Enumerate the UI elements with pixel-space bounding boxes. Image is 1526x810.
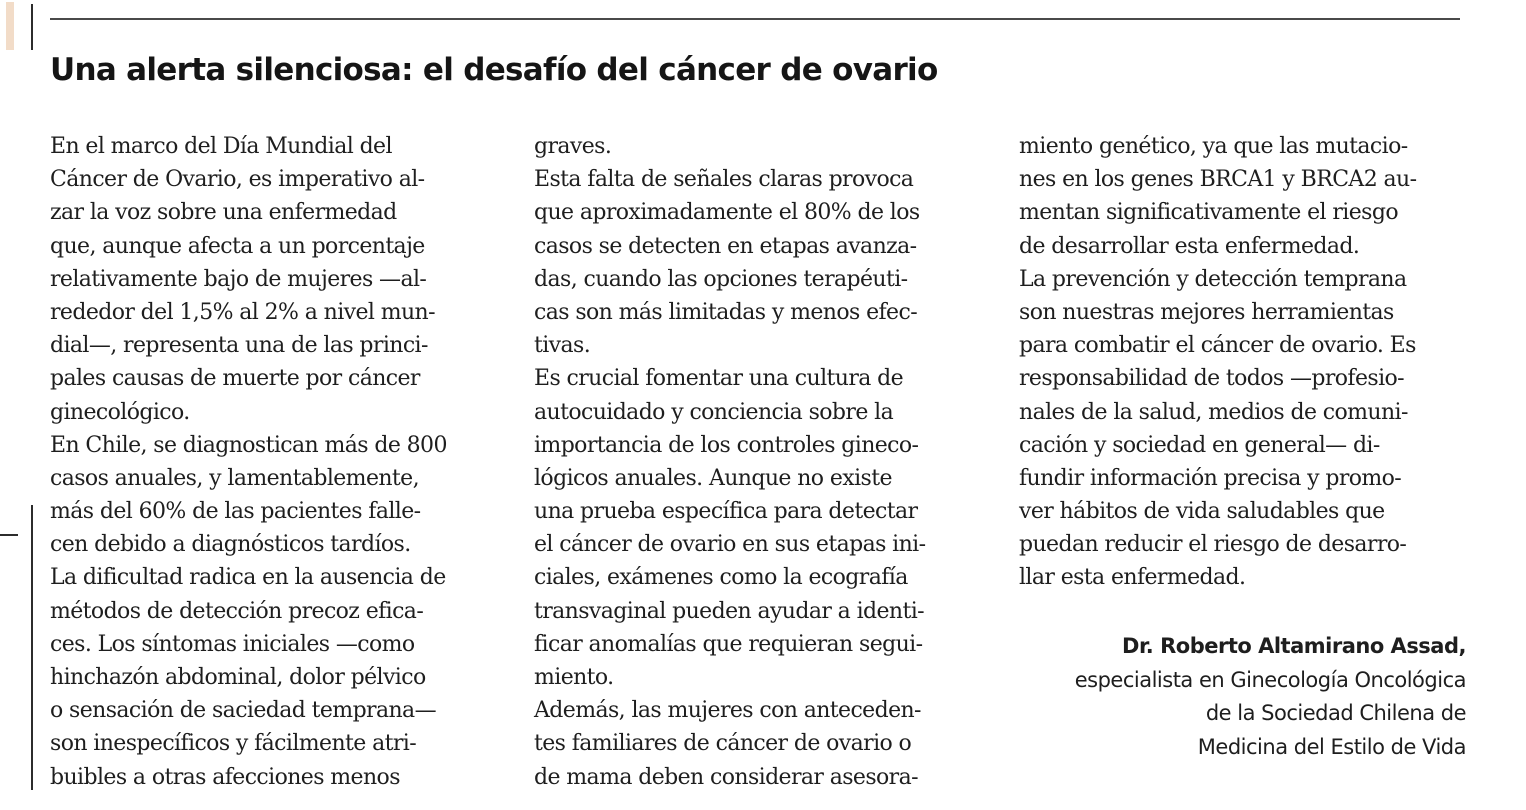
article-column-1 bbox=[50, 130, 447, 794]
article-text-line: ciales, exámenes como la ecografía bbox=[534, 565, 908, 591]
author-role-line: Medicina del Estilo de Vida bbox=[1197, 734, 1466, 759]
article-text-line: cen debido a diagnósticos tardíos. bbox=[50, 532, 411, 558]
article-text-line: una prueba específica para detectar bbox=[534, 499, 918, 525]
article-text-line: llar esta enfermedad. bbox=[1019, 565, 1246, 591]
article-text-line: cas son más limitadas y menos efec- bbox=[534, 299, 918, 325]
article-text-line: hinchazón abdominal, dolor pélvico bbox=[50, 665, 426, 690]
article-text-line: casos anuales, y lamentablemente, bbox=[50, 465, 419, 491]
article-text-line: miento genético, ya que las mutacio- bbox=[1019, 134, 1408, 159]
article-text-line: responsabilidad de todos —profesio- bbox=[1019, 366, 1405, 392]
article-text-line: fundir información precisa y promo- bbox=[1019, 465, 1402, 491]
article-text-line: Cáncer de Ovario, es imperativo al- bbox=[50, 167, 425, 193]
article-text-line: La dificultad radica en la ausencia de bbox=[50, 565, 446, 591]
article-text-line: de mama deben considerar asesora- bbox=[534, 764, 918, 790]
article-text-line: puedan reducir el riesgo de desarro- bbox=[1019, 532, 1407, 558]
article-text-line: para combatir el cáncer de ovario. Es bbox=[1019, 333, 1416, 359]
article-text-line: En Chile, se diagnostican más de 800 bbox=[50, 432, 447, 458]
page-edge-accent bbox=[6, 2, 14, 50]
article-text-line: nales de la salud, medios de comuni- bbox=[1019, 399, 1408, 425]
article-column-2 bbox=[534, 130, 925, 794]
article-text-line: lógicos anuales. Aunque no existe bbox=[534, 465, 892, 491]
article-text-line: que aproximadamente el 80% de los bbox=[534, 200, 920, 226]
article-text-line: más del 60% de las pacientes falle- bbox=[50, 499, 421, 525]
article-headline: Una alerta silenciosa: el desafío del cáncer de ovario bbox=[50, 52, 938, 88]
article-text-line: o sensación de saciedad temprana— bbox=[50, 698, 436, 724]
article-text-line: tes familiares de cáncer de ovario o bbox=[534, 731, 912, 757]
article-text-line: casos se detecten en etapas avanza- bbox=[534, 233, 917, 259]
article-text-line: son inespecíficos y fácilmente atri- bbox=[50, 731, 417, 757]
article-text-line: dial—, representa una de las princi- bbox=[50, 333, 428, 359]
article-text-line: nes en los genes BRCA1 y BRCA2 au- bbox=[1019, 167, 1417, 193]
article-text-line: Es crucial fomentar una cultura de bbox=[534, 366, 904, 392]
article-text-line: das, cuando las opciones terapéuti- bbox=[534, 266, 908, 292]
article-text-line: ver hábitos de vida saludables que bbox=[1019, 499, 1385, 525]
article-text-line: Esta falta de señales claras provoca bbox=[534, 167, 914, 193]
article-text-line: rededor del 1,5% al 2% a nivel mun- bbox=[50, 299, 435, 325]
article-text-line: buibles a otras afecciones menos bbox=[50, 764, 400, 790]
article-text-line: En el marco del Día Mundial del bbox=[50, 134, 392, 159]
article-text-line: graves. bbox=[534, 134, 612, 159]
article-text-line: mentan significativamente el riesgo bbox=[1019, 200, 1398, 226]
article-text-line: relativamente bajo de mujeres —al- bbox=[50, 266, 427, 292]
article-text-line: ginecológico. bbox=[50, 399, 190, 425]
article-text-line: el cáncer de ovario en sus etapas ini- bbox=[534, 532, 926, 558]
article-text-line: son nuestras mejores herramientas bbox=[1019, 299, 1394, 325]
article-text-line: miento. bbox=[534, 665, 614, 690]
article-text-line: pales causas de muerte por cáncer bbox=[50, 366, 420, 392]
article-text-line: métodos de detección precoz efica- bbox=[50, 598, 424, 624]
article-column-3 bbox=[1019, 130, 1416, 595]
section-top-rule bbox=[50, 18, 1460, 20]
margin-tick bbox=[0, 534, 18, 536]
article-text-line: importancia de los controles gineco- bbox=[534, 432, 919, 458]
margin-rule-top bbox=[31, 4, 33, 50]
article-text-line: Además, las mujeres con anteceden- bbox=[534, 698, 921, 724]
article-text-line: zar la voz sobre una enfermedad bbox=[50, 200, 397, 226]
author-name: Dr. Roberto Altamirano Assad, bbox=[1122, 634, 1466, 658]
author-role-line: especialista en Ginecología Oncológica bbox=[1074, 667, 1466, 692]
article-text-line: cación y sociedad en general— di- bbox=[1019, 432, 1380, 458]
article-text-line: transvaginal pueden ayudar a identi- bbox=[534, 598, 924, 624]
article-text-line: La prevención y detección temprana bbox=[1019, 266, 1407, 292]
margin-rule-bottom bbox=[31, 505, 33, 790]
article-text-line: tivas. bbox=[534, 333, 591, 359]
article-text-line: autocuidado y conciencia sobre la bbox=[534, 399, 894, 425]
article-text-line: de desarrollar esta enfermedad. bbox=[1019, 233, 1360, 259]
author-signature bbox=[1075, 630, 1466, 764]
article-text-line: ficar anomalías que requieran segui- bbox=[534, 631, 923, 657]
author-role-line: de la Sociedad Chilena de bbox=[1205, 701, 1466, 725]
article-text-line: que, aunque afecta a un porcentaje bbox=[50, 233, 425, 259]
article-text-line: ces. Los síntomas iniciales —como bbox=[50, 631, 415, 657]
